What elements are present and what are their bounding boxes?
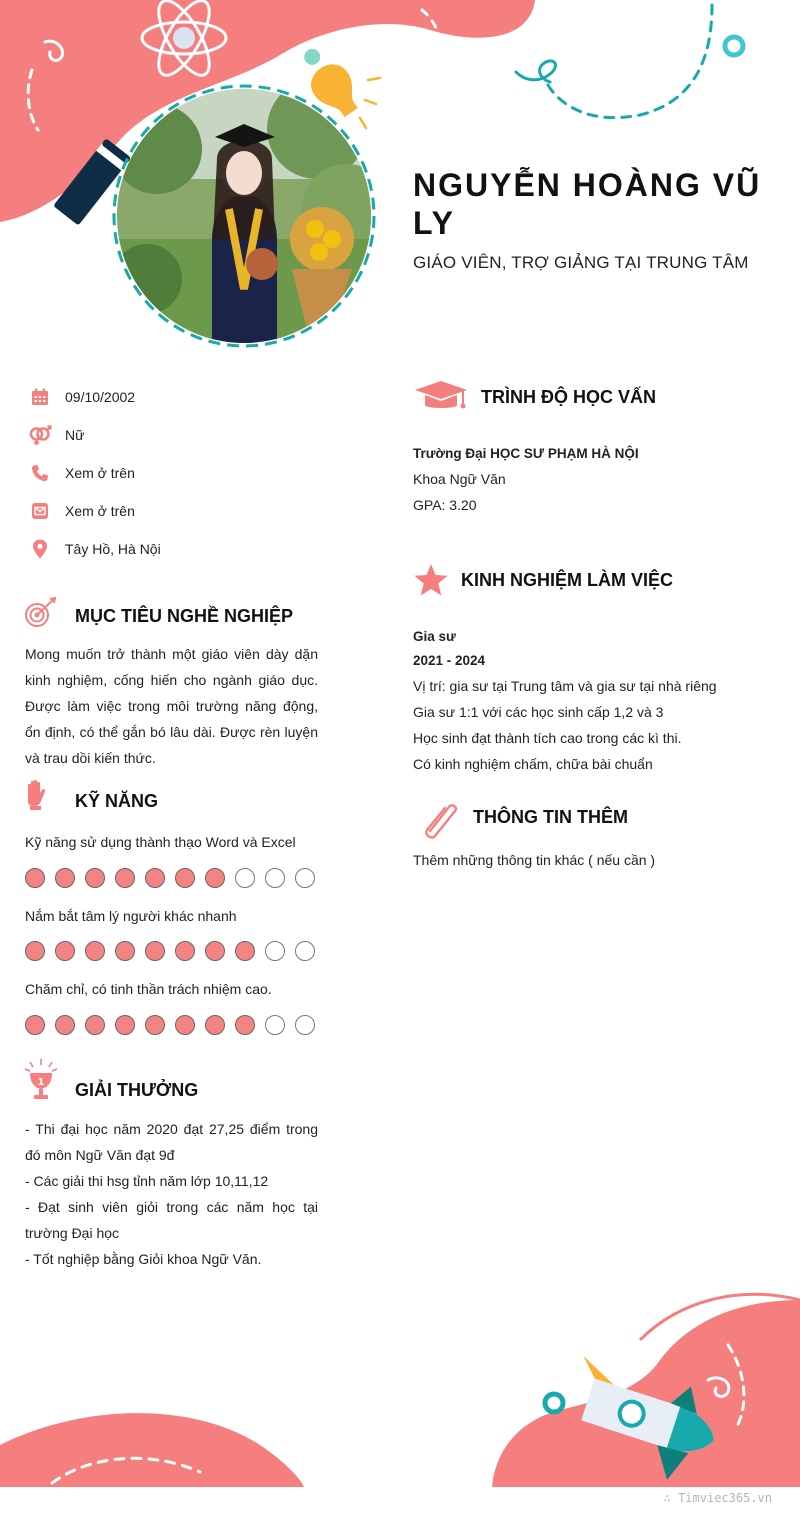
skill-rating-3 — [25, 1015, 325, 1035]
rating-dot-filled — [235, 1015, 255, 1035]
experience-role: Gia sư — [413, 629, 456, 644]
gender-value: Nữ — [65, 427, 85, 443]
experience-detail-4: Có kinh nghiệm chấm, chữa bài chuẩn — [413, 756, 653, 772]
rating-dot-filled — [25, 1015, 45, 1035]
hand-icon — [24, 779, 48, 816]
rating-dot-filled — [85, 941, 105, 961]
birthday-value: 09/10/2002 — [65, 389, 136, 405]
rating-dot-filled — [55, 868, 75, 888]
skills-title: KỸ NĂNG — [75, 791, 159, 811]
extra-text: Thêm những thông tin khác ( nếu cần ) — [413, 852, 656, 868]
rating-dot-filled — [85, 868, 105, 888]
rating-dot-filled — [205, 868, 225, 888]
awards-title: GIẢI THƯỞNG — [75, 1080, 199, 1100]
calendar-icon — [28, 385, 52, 409]
skill-label-3: Chăm chỉ, có tinh thần trách nhiệm cao. — [25, 981, 272, 997]
info-row-phone — [28, 461, 135, 485]
rating-dot-filled — [145, 868, 165, 888]
star-icon — [413, 563, 449, 602]
experience-period: 2021 - 2024 — [413, 653, 486, 668]
rating-dot-filled — [25, 868, 45, 888]
rating-dot-empty — [265, 868, 285, 888]
experience-title: KINH NGHIỆM LÀM VIỆC — [461, 570, 674, 590]
profile-photo — [117, 89, 371, 343]
rating-dot-empty — [295, 868, 315, 888]
education-gpa: GPA: 3.20 — [413, 497, 477, 513]
candidate-name: NGUYỄN HOÀNG VŨ LY — [413, 167, 762, 241]
rating-dot-filled — [115, 941, 135, 961]
paperclip-icon — [416, 797, 460, 844]
rating-dot-filled — [205, 941, 225, 961]
job-title: GIÁO VIÊN, TRỢ GIẢNG TẠI TRUNG TÂM — [413, 253, 749, 272]
education-school: Trường Đại HỌC SƯ PHẠM HÀ NỘI — [413, 446, 639, 461]
email-value: Xem ở trên — [65, 503, 135, 519]
rating-dot-filled — [205, 1015, 225, 1035]
location-icon — [28, 537, 52, 561]
experience-detail-1: Vị trí: gia sư tại Trung tâm và gia sư tại nhà riêng — [413, 678, 717, 694]
skill-label-1: Kỹ năng sử dụng thành thạo Word và Excel — [25, 834, 296, 850]
rating-dot-filled — [115, 868, 135, 888]
objective-title: MỤC TIÊU NGHỀ NGHIỆP — [75, 606, 294, 626]
rating-dot-filled — [115, 1015, 135, 1035]
objective-text: Mong muốn trở thành một giáo viên dày dặn kinh nghiệm, cống hiến cho ngành giáo dục. Được làm việc trong môi trường năng động, ổn định, có thể gắn bó lâu dài. Được rèn luyện và trau dồi kiến thức. — [25, 646, 318, 766]
rating-dot-filled — [25, 941, 45, 961]
rating-dot-filled — [175, 941, 195, 961]
trophy-icon — [24, 1058, 58, 1109]
extra-title: THÔNG TIN THÊM — [473, 807, 628, 827]
graduation-cap-icon — [413, 380, 469, 421]
address-value: Tây Hồ, Hà Nội — [65, 541, 161, 557]
rating-dot-filled — [175, 1015, 195, 1035]
experience-detail-2: Gia sư 1:1 với các học sinh cấp 1,2 và 3 — [413, 704, 664, 720]
rating-dot-empty — [265, 1015, 285, 1035]
skill-rating-1 — [25, 868, 325, 888]
info-row-gender — [28, 423, 84, 447]
rating-dot-filled — [55, 941, 75, 961]
experience-detail-3: Học sinh đạt thành tích cao trong các kì thi. — [413, 730, 682, 746]
rating-dot-filled — [145, 941, 165, 961]
rating-dot-filled — [85, 1015, 105, 1035]
info-row-email — [28, 499, 135, 523]
info-row-address — [28, 537, 161, 561]
phone-icon — [28, 461, 52, 485]
skill-rating-2 — [25, 941, 325, 961]
rating-dot-empty — [295, 941, 315, 961]
rating-dot-empty — [295, 1015, 315, 1035]
awards-text: - Thi đại học năm 2020 đạt 27,25 điểm trong đó môn Ngữ Văn đạt 9đ - Các giải thi hsg tỉnh năm lớp 10,11,12 - Đạt sinh viên giỏi trong các năm học tại trường Đại học - Tốt nghiệp bằng Giỏi khoa Ngữ Văn. — [25, 1121, 318, 1267]
target-icon — [24, 596, 58, 635]
education-faculty: Khoa Ngữ Văn — [413, 471, 506, 487]
skill-label-2: Nắm bắt tâm lý người khác nhanh — [25, 908, 237, 924]
gender-icon — [28, 423, 52, 447]
education-title: TRÌNH ĐỘ HỌC VẤN — [481, 387, 656, 407]
phone-value: Xem ở trên — [65, 465, 135, 481]
svg-text:1: 1 — [37, 1077, 45, 1088]
rating-dot-empty — [265, 941, 285, 961]
email-icon — [28, 499, 52, 523]
watermark: ∴ Timviec365.vn — [663, 1491, 772, 1505]
info-row-birthday — [28, 385, 135, 409]
rating-dot-empty — [235, 868, 255, 888]
rating-dot-filled — [175, 868, 195, 888]
rating-dot-filled — [235, 941, 255, 961]
rating-dot-filled — [145, 1015, 165, 1035]
rating-dot-filled — [55, 1015, 75, 1035]
